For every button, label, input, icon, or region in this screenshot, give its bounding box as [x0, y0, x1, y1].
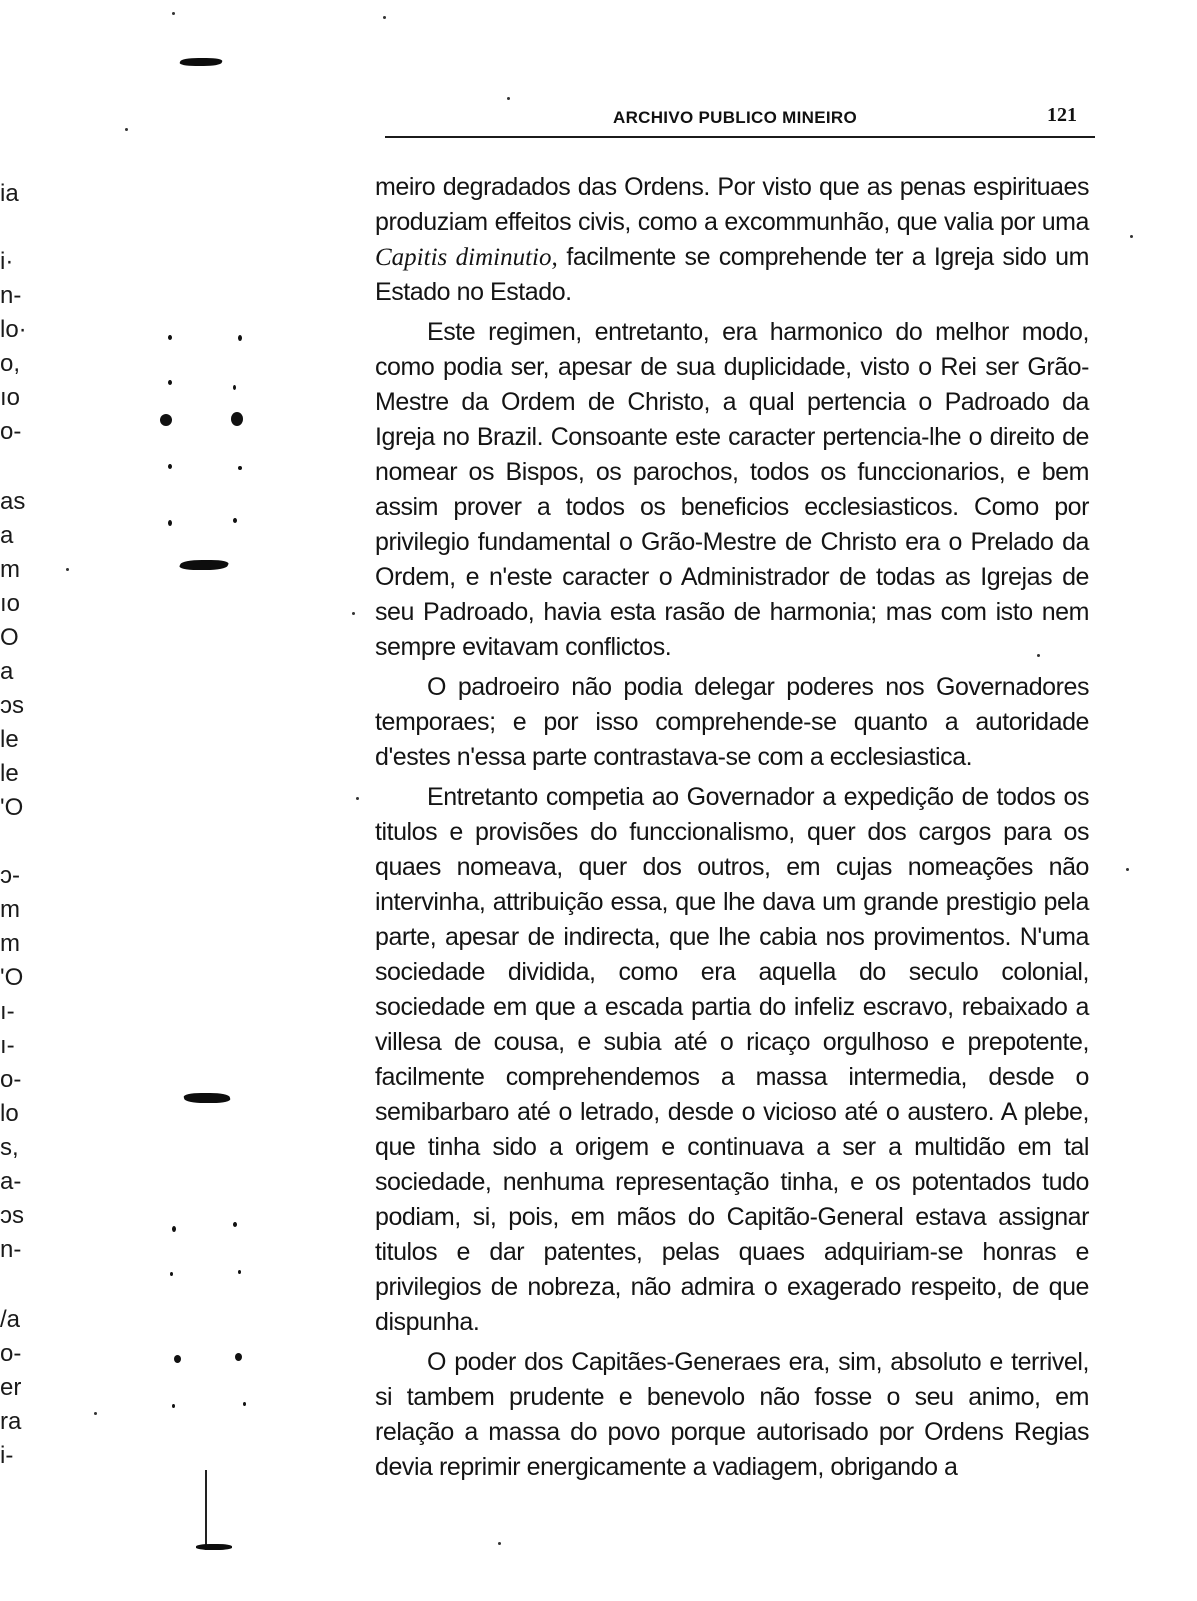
- fragment: 'O: [0, 794, 24, 821]
- binding-dot: [235, 1353, 242, 1361]
- fragment: o-: [0, 1066, 22, 1093]
- fragment: ıo: [0, 590, 21, 617]
- fragment: as: [0, 488, 26, 515]
- binding-dot: [238, 466, 242, 470]
- paragraph-text: facilmente se comprehende ter a Igreja sido um Estado no Estado.: [375, 243, 1089, 306]
- fragment: n-: [0, 282, 22, 309]
- fragment: n-: [0, 1236, 22, 1263]
- fragment: 'O: [0, 964, 24, 991]
- binding-dot: [233, 385, 236, 390]
- binding-dot: [243, 1402, 246, 1406]
- speck: [1126, 868, 1129, 871]
- binding-dot: [231, 412, 243, 426]
- speck: [507, 97, 510, 100]
- speck: [1037, 654, 1040, 657]
- speck: [1130, 235, 1133, 238]
- running-title: ARCHIVO PUBLICO MINEIRO: [613, 108, 857, 127]
- binding-dot: [233, 1222, 237, 1227]
- fragment: er: [0, 1374, 22, 1401]
- fragment: m: [0, 556, 20, 583]
- page-number: 121: [1047, 104, 1077, 126]
- fragment: m: [0, 896, 20, 923]
- fragment: ɔ-: [0, 862, 20, 889]
- fragment: a: [0, 658, 14, 685]
- fragment: le: [0, 760, 19, 787]
- speck: [66, 568, 69, 571]
- fragment: lo·: [0, 316, 27, 343]
- fragment: /a: [0, 1306, 21, 1333]
- fragment: ra: [0, 1408, 22, 1435]
- italic-phrase: Capitis diminutio,: [375, 244, 558, 271]
- fragment: m: [0, 930, 20, 957]
- speck: [172, 12, 175, 15]
- binding-dot: [168, 520, 172, 526]
- fragment: s,: [0, 1134, 19, 1161]
- binding-dot: [172, 1404, 175, 1408]
- fragment: o-: [0, 1340, 22, 1367]
- fragment: i·: [0, 248, 14, 275]
- running-header: [385, 104, 1095, 138]
- speck: [383, 16, 386, 19]
- binding-dot: [174, 1355, 181, 1363]
- header-rule: [385, 136, 1095, 138]
- fragment: le: [0, 726, 19, 753]
- speck: [356, 797, 359, 800]
- binding-blot: [179, 58, 224, 66]
- binding-dot: [172, 1226, 176, 1232]
- fragment: a-: [0, 1168, 22, 1195]
- binding-dot: [238, 1270, 241, 1274]
- binding-dot: [160, 414, 172, 426]
- fragment: ɔs: [0, 692, 24, 719]
- paragraph: Entretanto competia ao Governador a expedição de todos os titulos e provisões do funccionalismo, quer dos cargos para os quaes nomeava, quer dos outros, em cujas nomeações não intervinha, attribuição essa, que lhe dava um grande prestigio pela parte, apesar de indirecta, que lhe cabia nos provimentos. N'uma sociedade dividida, como era aquella do seculo colonial, sociedade em que a escada partia do infeliz escravo, rebaixado a villesa de cousa, e subia até o ricaço orgulhoso e prepotente, facilmente comprehendemos a massa intermedia, desde o semibarbaro até o letrado, desde o vicioso até o austero. A plebe, que tinha sido a origem e continuava a ser a multidão em tal sociedade, nenhuma representação tinha, e os potentados tudo podiam, si, pois, em mãos do Capitão-General estava assignar titulos e dar patentes, pelas quaes adquiriam-se honras e privilegios de nobreza, não admira o exagerado respeito, de que dispunha.: [375, 783, 1089, 1336]
- paragraph: Este regimen, entretanto, era harmonico do melhor modo, como podia ser, apesar de sua duplicidade, visto o Rei ser Grão-Mestre da Ordem de Christo, a qual pertencia o Padroado da Igreja no Brazil. Consoante este caracter pertencia-lhe o direito de nomear os Bispos, os parochos, todos os funccionarios, e bem assim prover a todos os beneficios ecclesiasticos. Como por privilegio fundamental o Grão-Mestre de Christo era o Prelado da Ordem, e n'este caracter o Administrador de todas as Igrejas de seu Padroado, havia esta rasão de harmonia; mas com isto nem sempre evitavam conflictos.: [375, 318, 1089, 661]
- fragment: o,: [0, 350, 21, 377]
- fragment: i-: [0, 1442, 14, 1469]
- fragment: o-: [0, 418, 22, 445]
- binding-dot: [168, 380, 172, 385]
- speck: [125, 128, 128, 131]
- binding-dot: [170, 1272, 173, 1276]
- speck: [94, 1412, 97, 1415]
- binding-dot: [238, 335, 242, 341]
- fragment: O: [0, 624, 19, 651]
- binding-blot: [178, 560, 231, 570]
- fragment: ı-: [0, 998, 15, 1025]
- paragraph-text: meiro degradados das Ordens. Por visto que as penas espirituaes produziam effeitos civis, como a excommunhão, que valia por uma: [375, 173, 1089, 236]
- binding-blot: [196, 1544, 232, 1550]
- page-body: [375, 170, 1089, 1490]
- binding-dot: [168, 464, 172, 469]
- paragraph: O poder dos Capitães-Generaes era, sim, absoluto e terrivel, si tambem prudente e benevolo não fosse o seu animo, em relação a massa do povo porque autorisado por Ordens Regias devia reprimir energicamente a vadiagem, obrigando a: [375, 1348, 1089, 1481]
- fragment: ɔs: [0, 1202, 24, 1229]
- speck: [352, 612, 355, 615]
- binding-dot: [168, 335, 172, 340]
- fragment: lo: [0, 1100, 19, 1127]
- fragment: ıo: [0, 384, 21, 411]
- paragraph: O padroeiro não podia delegar poderes nos Governadores temporaes; e por isso comprehende-se quanto a autoridade d'estes n'essa parte contrastava-se com a ecclesiastica.: [375, 673, 1089, 771]
- fragment: ia: [0, 180, 19, 207]
- fragment: a: [0, 522, 14, 549]
- binding-blot: [183, 1093, 232, 1103]
- paragraph: [375, 170, 1089, 310]
- binding-dot: [233, 518, 237, 523]
- speck: [498, 1542, 501, 1545]
- fragment: ı-: [0, 1032, 15, 1059]
- binding-thread: [205, 1470, 207, 1550]
